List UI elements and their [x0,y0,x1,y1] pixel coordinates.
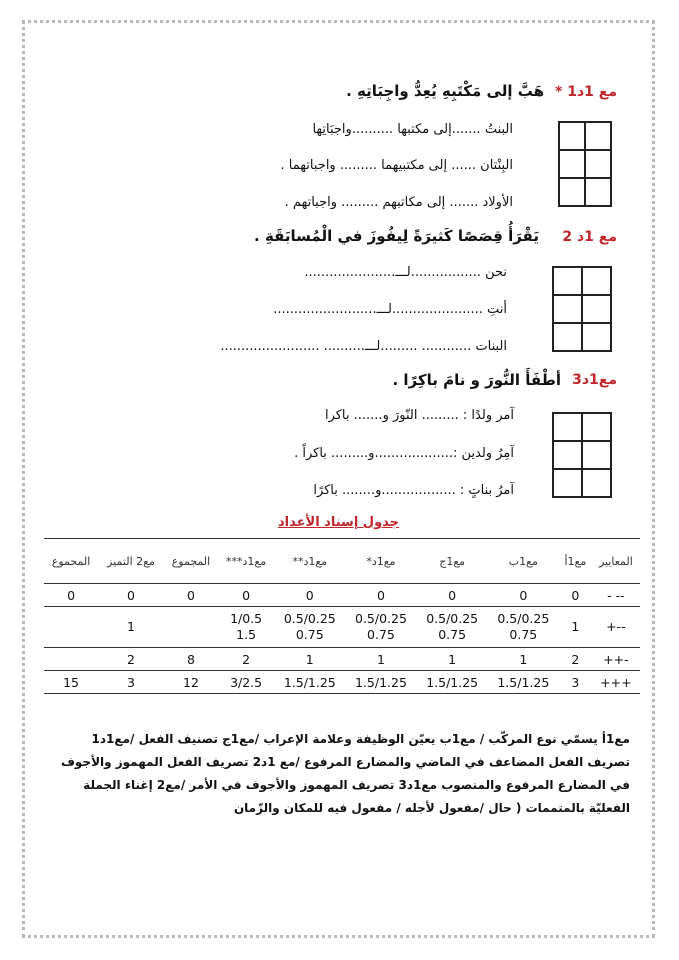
table-cell: 0 [417,584,488,607]
table-cell: 3 [559,671,592,694]
q3-label: مع1د3 [572,372,617,388]
q1-score-grid [558,121,612,207]
table-cell: 1.5/1.25 [274,671,345,694]
q1-label: مع 1د1 * [555,84,617,100]
q3-line-2: آمِرُ ولدين :...................و......... باكراً . [294,446,514,461]
q2-score-grid [552,266,612,352]
header-m1d1: مع1د* [345,539,416,584]
q3-score-grid [552,412,612,498]
criteria-line-3: في المضارع المرفوع والمنصوب مع1د3 تصريف المهموز والأجوف في الأمر /مع2 إغناء الجملة [83,778,630,792]
table-cell: 1 [345,648,416,671]
table-cell [44,648,98,671]
header-m1j: مع1ج [417,539,488,584]
header-total: المجموع [164,539,218,584]
table-cell: 0.5/0.25 0.75 [417,607,488,648]
table-cell: 15 [44,671,98,694]
table-cell: 3 [98,671,164,694]
q2-line-3: البنات ............ .........لـــ.......... ........................ [220,339,507,354]
q2-line-2: أنتِ ......................لـــ......................... [273,302,507,317]
table-cell: 1 [274,648,345,671]
table-cell: 2 [559,648,592,671]
table-cell: 0 [488,584,559,607]
header-criteria: المعايير [592,539,640,584]
table-cell: 0.5/0.25 0.75 [488,607,559,648]
table-cell: 12 [164,671,218,694]
q3-line-3: آمرُ بناتٍ : ..................و........ باكرًا [313,483,514,498]
criteria-line-1: مع1أ يسمّي نوع المركّب / مع1ب يعيّن الوظيفة وعلامة الإعراب /مع1ج تصنيف الفعل /مع1د1 [91,732,630,746]
q2-label: مع 1د 2 [562,229,617,245]
table-cell: 8 [164,648,218,671]
q2-sentence: يَقْرَأُ قِصَصًا كَثيرَةً لِيفُوزَ في الْمُسابَقَةِ . [254,227,539,245]
q1-line-1: البنتُ .......إلى مكتبها ..........واجبَاتِها [312,122,513,137]
table-cell: 1.5/1.25 [417,671,488,694]
table-cell: 0 [345,584,416,607]
table-cell [44,607,98,648]
table-cell: 1/0.5 1.5 [218,607,274,648]
q1-line-2: البِنْتان ...... إلى مكتبيهما ......... واجباتهما . [280,158,513,173]
table-title: جدول إسناد الأعداد [278,515,400,530]
table-cell: +-- [592,607,640,648]
table-cell: 1 [488,648,559,671]
table-cell: 1 [559,607,592,648]
header-m1a: مع1أ [559,539,592,584]
table-cell: 3/2.5 [218,671,274,694]
table-row [44,584,640,607]
table-cell: 0 [44,584,98,607]
table-cell: 1.5/1.25 [345,671,416,694]
table-cell: 1.5/1.25 [488,671,559,694]
criteria-description [50,728,630,820]
criteria-line-4: الفعليّة بالمتممات ( حال /مفعول لأجله / مفعول فيه للمكان والزّمان [233,801,630,815]
table-row [44,648,640,671]
table-cell: 0 [164,584,218,607]
table-row [44,671,640,694]
table-cell: 0 [274,584,345,607]
table-cell: 1 [417,648,488,671]
table-cell: ++- [592,648,640,671]
table-cell: 2 [218,648,274,671]
q1-sentence: هَبَّ إلى مَكْتَبِهِ يُعِدُّ واجِبَاتِهِ . [346,82,544,100]
table-cell: - -- [592,584,640,607]
table-cell: 0 [559,584,592,607]
table-header-row [44,539,640,584]
q3-line-1: آمر ولدًا : ......... النّورَ و....... باكرا [324,408,514,423]
table-cell: 2 [98,648,164,671]
header-m2: مع2 التميز [98,539,164,584]
table-cell: 1 [98,607,164,648]
q3-sentence: أطْفَأَ النُّورَ و نامَ باكِرًا . [392,371,561,389]
table-cell: 0.5/0.25 0.75 [274,607,345,648]
q2-line-1: نحن .................لـــ...................... [304,265,507,280]
header-m1d3: مع1د*** [218,539,274,584]
table-cell: 0 [218,584,274,607]
score-table [44,538,640,694]
header-m1b: مع1ب [488,539,559,584]
table-cell: 0 [98,584,164,607]
q1-line-3: الأولاد ....... إلى مكاتبهم ......... واجباتهم . [284,195,513,210]
header-grand-total: المحموع [44,539,98,584]
table-row [44,607,640,648]
table-cell: 0.5/0.25 0.75 [345,607,416,648]
table-cell: +++ [592,671,640,694]
header-m1d2: مع1د** [274,539,345,584]
table-cell [164,607,218,648]
criteria-line-2: تصريف الفعل المضاعف في الماضي والمضارع المرفوع /مع 1د2 تصريف الفعل المهموز والأجوف [60,755,630,769]
